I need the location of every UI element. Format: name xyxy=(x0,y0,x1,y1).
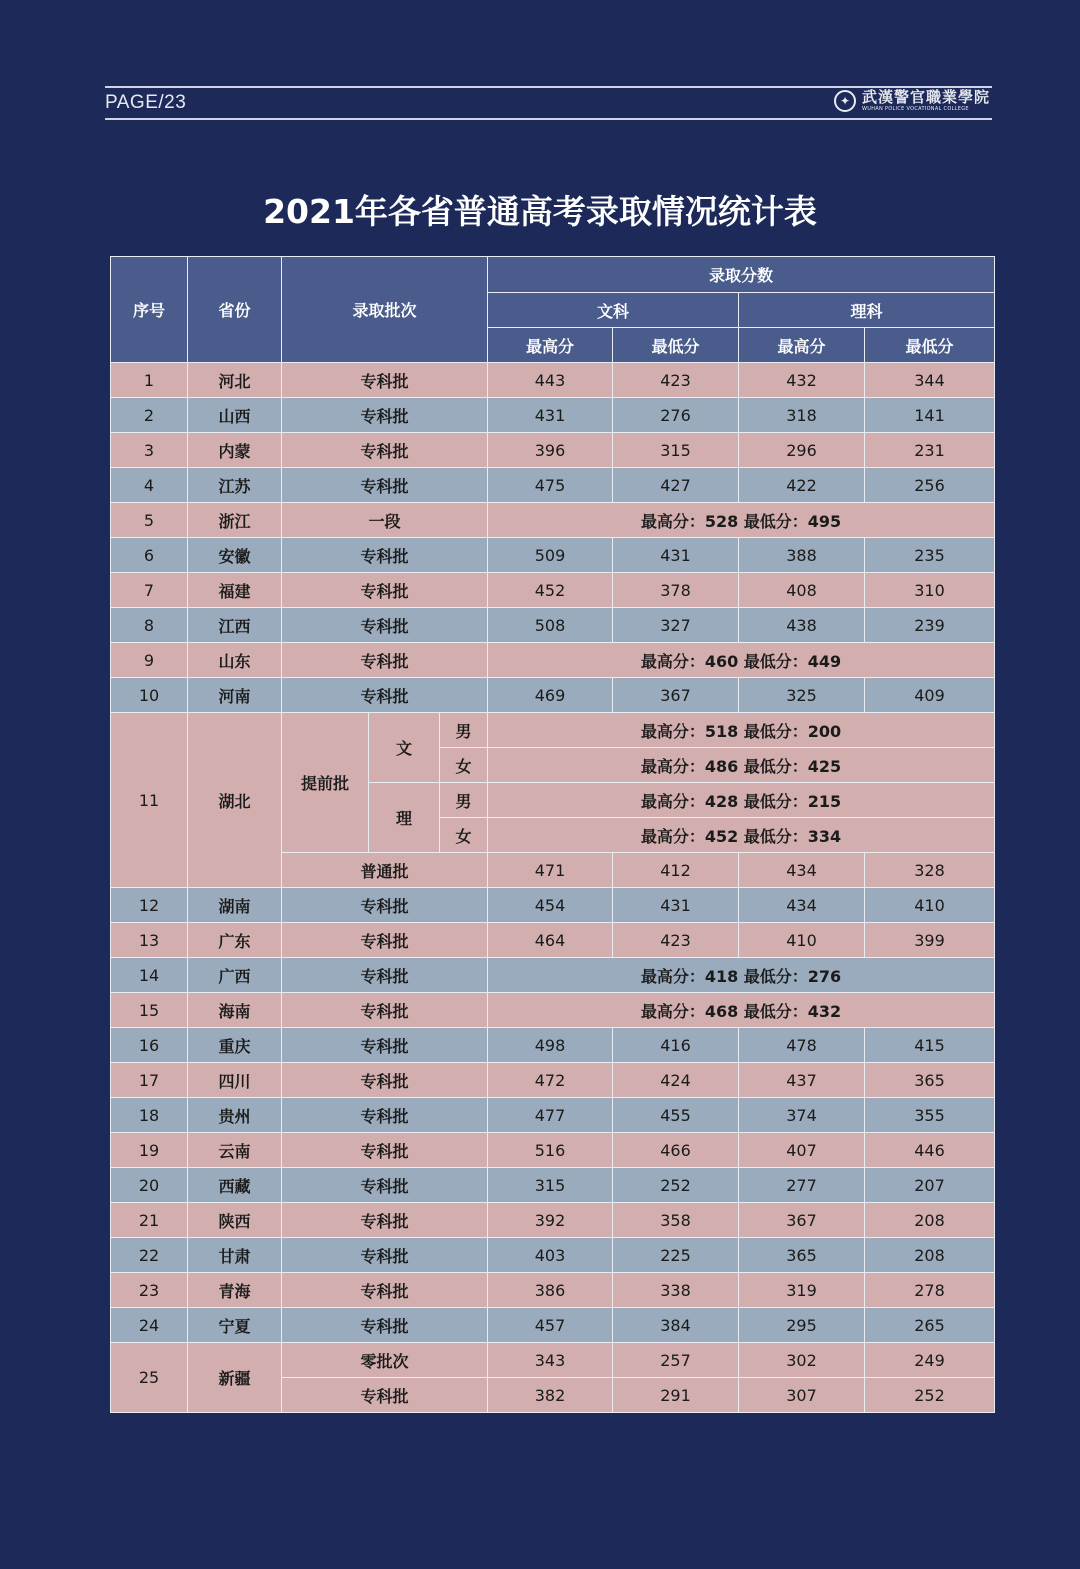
row-index: 4 xyxy=(111,468,188,503)
admission-table xyxy=(110,256,995,1413)
wenke-max: 457 xyxy=(488,1308,613,1343)
row-province: 福建 xyxy=(188,573,282,608)
wenke-min: 338 xyxy=(613,1273,739,1308)
wenke-min: 367 xyxy=(613,678,739,713)
table-row xyxy=(111,503,995,538)
wenke-max: 431 xyxy=(488,398,613,433)
row-index: 13 xyxy=(111,923,188,958)
table-row xyxy=(111,888,995,923)
merged-score: 最高分：486 最低分：425 xyxy=(488,748,995,783)
row-province: 河北 xyxy=(188,363,282,398)
row-province: 内蒙 xyxy=(188,433,282,468)
like-max: 422 xyxy=(739,468,865,503)
row-batch: 专科批 xyxy=(282,1273,488,1308)
merged-score: 最高分：468 最低分：432 xyxy=(488,993,995,1028)
header-like: 理科 xyxy=(739,293,995,328)
college-logo xyxy=(834,90,990,112)
logo-english-name: WUHAN POLICE VOCATIONAL COLLEGE xyxy=(861,106,969,112)
track-wen: 文 xyxy=(369,713,440,783)
like-max: 319 xyxy=(739,1273,865,1308)
merged-score: 最高分：460 最低分：449 xyxy=(488,643,995,678)
row-index: 8 xyxy=(111,608,188,643)
row-province: 安徽 xyxy=(188,538,282,573)
row-batch: 专科批 xyxy=(282,888,488,923)
like-max: 432 xyxy=(739,363,865,398)
wenke-max: 516 xyxy=(488,1133,613,1168)
row-index: 2 xyxy=(111,398,188,433)
like-min: 415 xyxy=(865,1028,995,1063)
merged-score: 最高分：428 最低分：215 xyxy=(488,783,995,818)
like-min: 231 xyxy=(865,433,995,468)
wenke-min: 424 xyxy=(613,1063,739,1098)
header-like-min: 最低分 xyxy=(865,328,995,363)
wenke-max: 343 xyxy=(488,1343,613,1378)
row-index: 18 xyxy=(111,1098,188,1133)
row-index: 15 xyxy=(111,993,188,1028)
wenke-max: 472 xyxy=(488,1063,613,1098)
row-province: 广西 xyxy=(188,958,282,993)
like-max: 296 xyxy=(739,433,865,468)
like-max: 434 xyxy=(739,853,865,888)
row-province: 湖南 xyxy=(188,888,282,923)
like-min: 399 xyxy=(865,923,995,958)
like-min: 249 xyxy=(865,1343,995,1378)
row-index: 14 xyxy=(111,958,188,993)
page-number: PAGE/23 xyxy=(105,92,187,113)
row-province: 山东 xyxy=(188,643,282,678)
table-row xyxy=(111,678,995,713)
like-max: 307 xyxy=(739,1378,865,1413)
table-row xyxy=(111,433,995,468)
early-batch: 提前批 xyxy=(282,713,369,853)
wenke-max: 315 xyxy=(488,1168,613,1203)
wenke-max: 498 xyxy=(488,1028,613,1063)
gender-female: 女 xyxy=(440,818,488,853)
table-row xyxy=(111,1063,995,1098)
table-row xyxy=(111,713,995,748)
row-batch: 专科批 xyxy=(282,1098,488,1133)
row-province: 海南 xyxy=(188,993,282,1028)
like-min: 141 xyxy=(865,398,995,433)
wenke-max: 477 xyxy=(488,1098,613,1133)
wenke-min: 431 xyxy=(613,538,739,573)
row-province: 新疆 xyxy=(188,1343,282,1413)
like-min: 278 xyxy=(865,1273,995,1308)
like-max: 407 xyxy=(739,1133,865,1168)
wenke-max: 475 xyxy=(488,468,613,503)
wenke-min: 416 xyxy=(613,1028,739,1063)
row-batch: 专科批 xyxy=(282,1133,488,1168)
like-min: 410 xyxy=(865,888,995,923)
like-min: 310 xyxy=(865,573,995,608)
like-min: 239 xyxy=(865,608,995,643)
row-province: 湖北 xyxy=(188,713,282,888)
wenke-min: 455 xyxy=(613,1098,739,1133)
row-province: 浙江 xyxy=(188,503,282,538)
row-batch: 专科批 xyxy=(282,993,488,1028)
row-province: 四川 xyxy=(188,1063,282,1098)
like-max: 367 xyxy=(739,1203,865,1238)
like-min: 208 xyxy=(865,1203,995,1238)
wenke-max: 508 xyxy=(488,608,613,643)
row-index: 3 xyxy=(111,433,188,468)
like-min: 256 xyxy=(865,468,995,503)
header-rule-top xyxy=(105,86,992,88)
table-row xyxy=(111,573,995,608)
header-wenke: 文科 xyxy=(488,293,739,328)
row-province: 山西 xyxy=(188,398,282,433)
row-province: 江苏 xyxy=(188,468,282,503)
row-index: 5 xyxy=(111,503,188,538)
like-max: 302 xyxy=(739,1343,865,1378)
row-province: 宁夏 xyxy=(188,1308,282,1343)
merged-score: 最高分：528 最低分：495 xyxy=(488,503,995,538)
table-row xyxy=(111,1343,995,1378)
wenke-min: 327 xyxy=(613,608,739,643)
like-min: 252 xyxy=(865,1378,995,1413)
like-max: 388 xyxy=(739,538,865,573)
regular-batch: 普通批 xyxy=(282,853,488,888)
wenke-min: 423 xyxy=(613,923,739,958)
like-min: 235 xyxy=(865,538,995,573)
like-min: 365 xyxy=(865,1063,995,1098)
row-batch: 专科批 xyxy=(282,433,488,468)
like-min: 344 xyxy=(865,363,995,398)
row-batch: 专科批 xyxy=(282,1308,488,1343)
wenke-max: 509 xyxy=(488,538,613,573)
like-max: 434 xyxy=(739,888,865,923)
wenke-min: 378 xyxy=(613,573,739,608)
row-index: 25 xyxy=(111,1343,188,1413)
wenke-max: 454 xyxy=(488,888,613,923)
row-batch: 专科批 xyxy=(282,643,488,678)
header-batch: 录取批次 xyxy=(282,257,488,363)
row-index: 9 xyxy=(111,643,188,678)
table-row xyxy=(111,468,995,503)
row-province: 云南 xyxy=(188,1133,282,1168)
wenke-min: 423 xyxy=(613,363,739,398)
row-index: 21 xyxy=(111,1203,188,1238)
track-li: 理 xyxy=(369,783,440,853)
row-batch: 一段 xyxy=(282,503,488,538)
like-min: 355 xyxy=(865,1098,995,1133)
like-max: 365 xyxy=(739,1238,865,1273)
row-index: 19 xyxy=(111,1133,188,1168)
like-min: 265 xyxy=(865,1308,995,1343)
wenke-max: 403 xyxy=(488,1238,613,1273)
header-index: 序号 xyxy=(111,257,188,363)
row-batch: 专科批 xyxy=(282,1168,488,1203)
wenke-min: 466 xyxy=(613,1133,739,1168)
wenke-min: 252 xyxy=(613,1168,739,1203)
header-scores: 录取分数 xyxy=(488,257,995,293)
row-index: 16 xyxy=(111,1028,188,1063)
row-province: 西藏 xyxy=(188,1168,282,1203)
row-batch: 专科批 xyxy=(282,538,488,573)
row-batch: 专科批 xyxy=(282,678,488,713)
like-min: 208 xyxy=(865,1238,995,1273)
table-row xyxy=(111,993,995,1028)
row-index: 17 xyxy=(111,1063,188,1098)
table-row xyxy=(111,1168,995,1203)
table-row xyxy=(111,643,995,678)
like-min: 328 xyxy=(865,853,995,888)
table-row xyxy=(111,398,995,433)
table-row xyxy=(111,1273,995,1308)
like-max: 410 xyxy=(739,923,865,958)
table-row xyxy=(111,363,995,398)
row-batch: 专科批 xyxy=(282,1378,488,1413)
row-batch: 专科批 xyxy=(282,1203,488,1238)
row-batch: 专科批 xyxy=(282,958,488,993)
table-row xyxy=(111,538,995,573)
row-batch: 专科批 xyxy=(282,1028,488,1063)
gender-male: 男 xyxy=(440,713,488,748)
page-title: 2021年各省普通高考录取情况统计表 xyxy=(263,192,817,231)
row-province: 青海 xyxy=(188,1273,282,1308)
row-province: 河南 xyxy=(188,678,282,713)
like-max: 478 xyxy=(739,1028,865,1063)
like-min: 207 xyxy=(865,1168,995,1203)
row-index: 10 xyxy=(111,678,188,713)
row-batch: 专科批 xyxy=(282,363,488,398)
row-batch: 专科批 xyxy=(282,468,488,503)
logo-chinese-name: 武漢警官職業學院 xyxy=(861,88,990,106)
wenke-min: 412 xyxy=(613,853,739,888)
row-batch: 专科批 xyxy=(282,1063,488,1098)
wenke-max: 469 xyxy=(488,678,613,713)
row-province: 陕西 xyxy=(188,1203,282,1238)
merged-score: 最高分：518 最低分：200 xyxy=(488,713,995,748)
wenke-max: 452 xyxy=(488,573,613,608)
wenke-min: 431 xyxy=(613,888,739,923)
wenke-min: 358 xyxy=(613,1203,739,1238)
header-wenke-max: 最高分 xyxy=(488,328,613,363)
row-batch: 专科批 xyxy=(282,923,488,958)
row-index: 1 xyxy=(111,363,188,398)
wenke-min: 315 xyxy=(613,433,739,468)
merged-score: 最高分：418 最低分：276 xyxy=(488,958,995,993)
wenke-max: 396 xyxy=(488,433,613,468)
wenke-max: 392 xyxy=(488,1203,613,1238)
like-max: 437 xyxy=(739,1063,865,1098)
row-batch: 专科批 xyxy=(282,398,488,433)
table-row xyxy=(111,608,995,643)
row-index: 11 xyxy=(111,713,188,888)
wenke-max: 443 xyxy=(488,363,613,398)
like-max: 438 xyxy=(739,608,865,643)
row-province: 江西 xyxy=(188,608,282,643)
gender-female: 女 xyxy=(440,748,488,783)
row-index: 23 xyxy=(111,1273,188,1308)
row-index: 12 xyxy=(111,888,188,923)
table-row xyxy=(111,1098,995,1133)
like-min: 409 xyxy=(865,678,995,713)
header-wenke-min: 最低分 xyxy=(613,328,739,363)
wenke-min: 225 xyxy=(613,1238,739,1273)
gender-male: 男 xyxy=(440,783,488,818)
header-like-max: 最高分 xyxy=(739,328,865,363)
header-province: 省份 xyxy=(188,257,282,363)
row-province: 广东 xyxy=(188,923,282,958)
table-row xyxy=(111,1133,995,1168)
wenke-min: 427 xyxy=(613,468,739,503)
like-min: 446 xyxy=(865,1133,995,1168)
table-row xyxy=(111,958,995,993)
row-province: 重庆 xyxy=(188,1028,282,1063)
wenke-min: 384 xyxy=(613,1308,739,1343)
wenke-max: 471 xyxy=(488,853,613,888)
table-row xyxy=(111,1238,995,1273)
row-batch: 专科批 xyxy=(282,608,488,643)
wenke-min: 257 xyxy=(613,1343,739,1378)
row-batch: 专科批 xyxy=(282,1238,488,1273)
table-row xyxy=(111,923,995,958)
emblem-icon: ✦ xyxy=(834,90,856,112)
wenke-max: 386 xyxy=(488,1273,613,1308)
like-max: 374 xyxy=(739,1098,865,1133)
row-batch: 零批次 xyxy=(282,1343,488,1378)
like-max: 408 xyxy=(739,573,865,608)
like-max: 277 xyxy=(739,1168,865,1203)
row-index: 6 xyxy=(111,538,188,573)
row-province: 贵州 xyxy=(188,1098,282,1133)
wenke-max: 464 xyxy=(488,923,613,958)
wenke-min: 276 xyxy=(613,398,739,433)
row-index: 22 xyxy=(111,1238,188,1273)
wenke-max: 382 xyxy=(488,1378,613,1413)
table-row xyxy=(111,1028,995,1063)
row-index: 24 xyxy=(111,1308,188,1343)
wenke-min: 291 xyxy=(613,1378,739,1413)
table-row xyxy=(111,1203,995,1238)
like-max: 318 xyxy=(739,398,865,433)
like-max: 325 xyxy=(739,678,865,713)
table-row xyxy=(111,1308,995,1343)
like-max: 295 xyxy=(739,1308,865,1343)
merged-score: 最高分：452 最低分：334 xyxy=(488,818,995,853)
row-index: 7 xyxy=(111,573,188,608)
row-province: 甘肃 xyxy=(188,1238,282,1273)
header-rule-bottom xyxy=(105,118,992,120)
row-index: 20 xyxy=(111,1168,188,1203)
row-batch: 专科批 xyxy=(282,573,488,608)
